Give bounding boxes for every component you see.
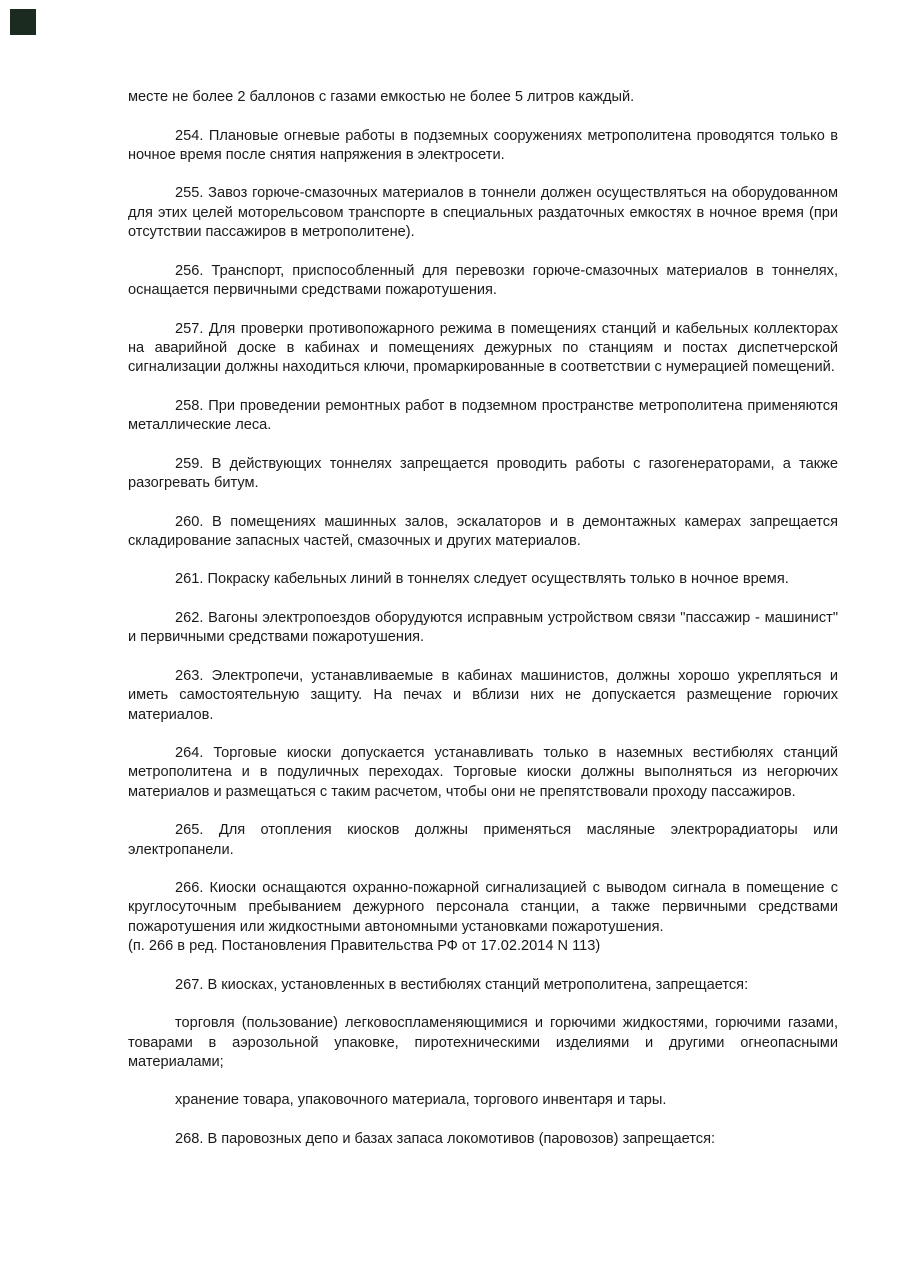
paragraph-255: 255. Завоз горюче-смазочных материалов в тоннели должен осуществляться на оборудованном для этих целей моторельсовом транспорте в специальных раздаточных емкостях в ночное время (при отсутствии пассажиров в метрополитене). <box>128 185 838 241</box>
paragraph-258: 258. При проведении ремонтных работ в подземном пространстве метрополитена применяются металлические леса. <box>128 397 838 434</box>
paragraph-267-item-storage: хранение товара, упаковочного материала, торгового инвентаря и тары. <box>175 1092 667 1109</box>
paragraph-265: 265. Для отопления киосков должны применяться масляные электрорадиаторы или электропанели. <box>128 822 838 858</box>
paragraph-266: 266. Киоски оснащаются охранно-пожарной сигнализацией с выводом сигнала в помещение с круглосуточным пребыванием дежурного персонала станции, а также первичными средствами пожаротушения или жидкостными автономными установками пожаротушения. <box>128 880 838 935</box>
paragraph-continuation: месте не более 2 баллонов с газами емкостью не более 5 литров каждый. <box>128 89 635 105</box>
paragraph-256: 256. Транспорт, приспособленный для перевозки горюче-смазочных материалов в тоннелях, оснащается первичными средствами пожаротушения. <box>128 262 838 298</box>
paragraph-260: 260. В помещениях машинных залов, эскалаторов и в демонтажных камерах запрещается складирование запасных частей, смазочных и других материалов. <box>128 513 838 549</box>
paragraph-268: 268. В паровозных депо и базах запаса локомотивов (паровозов) запрещается: <box>175 1131 716 1148</box>
paragraph-264: 264. Торговые киоски допускается устанавливать только в наземных вестибюлях станций метрополитена и в подуличных переходах. Торговые киоски должны выполняться из негорючих материалов и размещаться с таким расчетом, чтобы они не препятствовали проходу пассажиров. <box>128 745 838 800</box>
paragraph-267-item-trade: торговля (пользование) легковоспламеняющимися и горючими жидкостями, горючими газами, товарами в аэрозольной упаковке, пиротехническими изделиями и другими огнеопасными материалами; <box>128 1015 838 1070</box>
amendment-note-266: (п. 266 в ред. Постановления Правительства РФ от 17.02.2014 N 113) <box>128 938 601 955</box>
paragraph-267: 267. В киосках, установленных в вестибюлях станций метрополитена, запрещается: <box>175 976 749 993</box>
paragraph-263: 263. Электропечи, устанавливаемые в кабинах машинистов, должны хорошо укрепляться и иметь самостоятельную защиту. На печах и вблизи них не допускается размещение горючих материалов. <box>128 667 838 723</box>
paragraph-259: 259. В действующих тоннелях запрещается проводить работы с газогенераторами, а также разогревать битум. <box>128 455 838 491</box>
paragraph-254: 254. Плановые огневые работы в подземных сооружениях метрополитена проводятся только в ночное время после снятия напряжения в электросети. <box>128 127 838 163</box>
paragraph-262: 262. Вагоны электропоездов оборудуются исправным устройством связи "пассажир - машинист" и первичными средствами пожаротушения. <box>128 610 838 646</box>
paragraph-261: 261. Покраску кабельных линий в тоннелях следует осуществлять только в ночное время. <box>175 571 789 588</box>
paragraph-257: 257. Для проверки противопожарного режима в помещениях станций и кабельных коллекторах на аварийной доске в кабинах и помещениях дежурных по станциям и постах диспетчерской сигнализации должны находиться ключи, промаркированные в соответствии с нумерацией помещений. <box>128 320 838 376</box>
